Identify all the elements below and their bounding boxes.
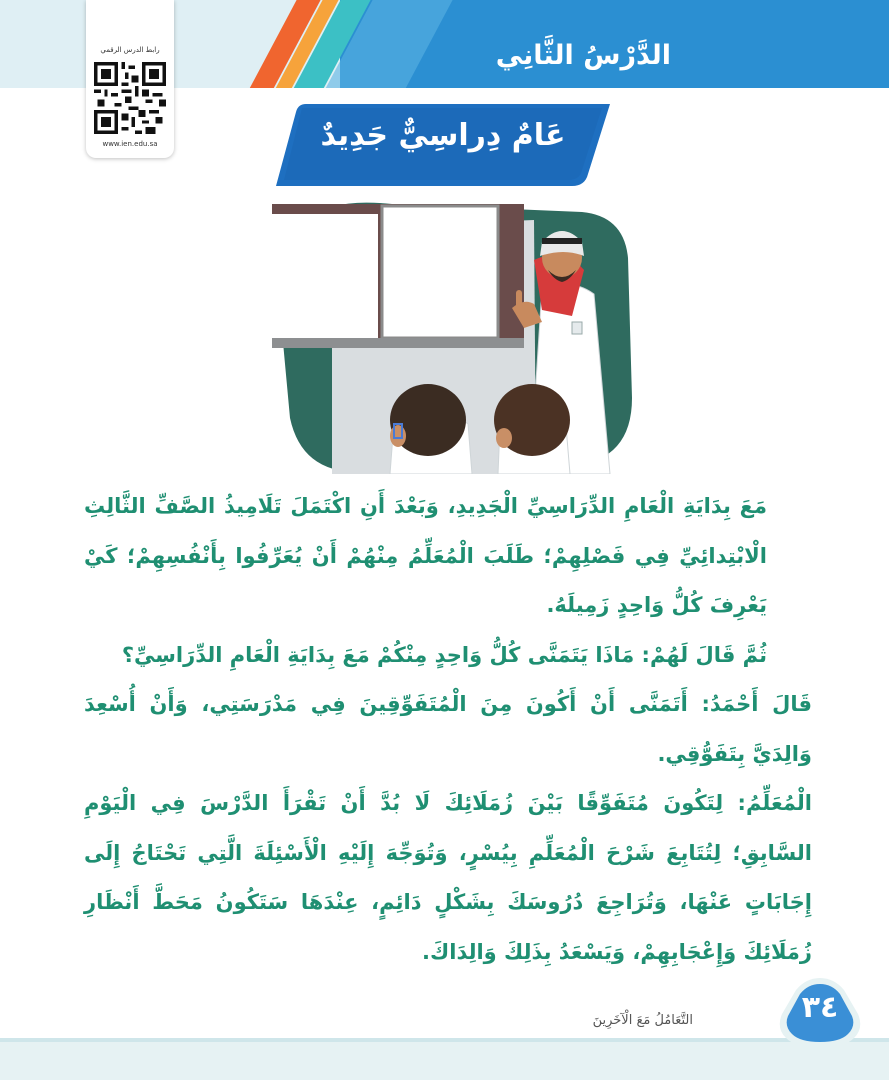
paragraph-ahmad-answer: قَالَ أَحْمَدُ: أَتَمَنَّى أَنْ أَكُونَ مِنَ الْمُتَفَوِّقِينَ فِي مَدْرَسَتِي، وَأَنْ أُسْعِدَ وَالِدَيَّ بِتَفَوُّقِي. [84,692,812,766]
footer-line [0,1038,889,1042]
lesson-title: الدَّرْسُ الثَّانِي [495,40,671,71]
classroom-illustration [272,198,634,474]
qr-label: رابط الدرس الرقمي [100,46,160,54]
qr-url[interactable]: www.ien.edu.sa [102,140,158,148]
qr-card[interactable] [86,0,174,158]
paragraph-question: ثُمَّ قَالَ لَهُمْ: مَاذَا يَتَمَنَّى كُلُّ وَاحِدٍ مِنْكُمْ مَعَ بِدَايَةِ الْعَامِ الدِّرَاسِيِّ؟ [121,642,767,667]
page-number: ٣٤ [801,990,839,1025]
lesson-text [84,482,812,977]
topic-title: عَامٌ دِراسِيٌّ جَدِيدٌ [320,118,566,153]
paragraph-intro: مَعَ بِدَايَةِ الْعَامِ الدِّرَاسِيِّ الْجَدِيدِ، وَبَعْدَ أَنِ اكْتَمَلَ تَلَامِيذُ الصَّفِّ الثَّالِثِ الْابْتِدائِيِّ فِي فَصْلِهِمْ؛ طَلَبَ الْمُعَلِّمُ مِنْهُمْ أَنْ يُعَرِّفُوا بِأَنْفُسِهِمْ؛ كَيْ يَعْرِفَ كُلُّ وَاحِدٍ زَمِيلَهُ. [84,494,767,617]
qr-code-icon[interactable] [94,62,166,134]
unit-caption: التَّعَامُلُ مَعَ الْآخَرِينَ [592,1013,693,1028]
footer-band [0,1038,889,1080]
paragraph-teacher-advice: الْمُعَلِّمُ: لِتَكُونَ مُتَفَوِّقًا بَيْنَ زُمَلَائِكَ لَا بُدَّ أَنْ تَقْرَأَ الدَّرْسَ فِي الْيَوْمِ السَّابِقِ؛ لِتُتَابِعَ شَرْحَ الْمُعَلِّمِ بِيُسْرٍ، وَتُوَجِّهَ إِلَيْهِ الْأَسْئِلَةَ الَّتِي تَحْتَاجُ إِلَى إِجَابَاتٍ عَنْهَا، وَتُرَاجِعَ دُرُوسَكَ بِشَكْلٍ دَائِمٍ، عِنْدَهَا سَتَكُونُ مَحَطَّ أَنْظَارِ زُمَلَائِكَ وَإِعْجَابِهِمْ، وَيَسْعَدُ بِذَلِكَ وَالِدَاكَ. [84,791,812,964]
